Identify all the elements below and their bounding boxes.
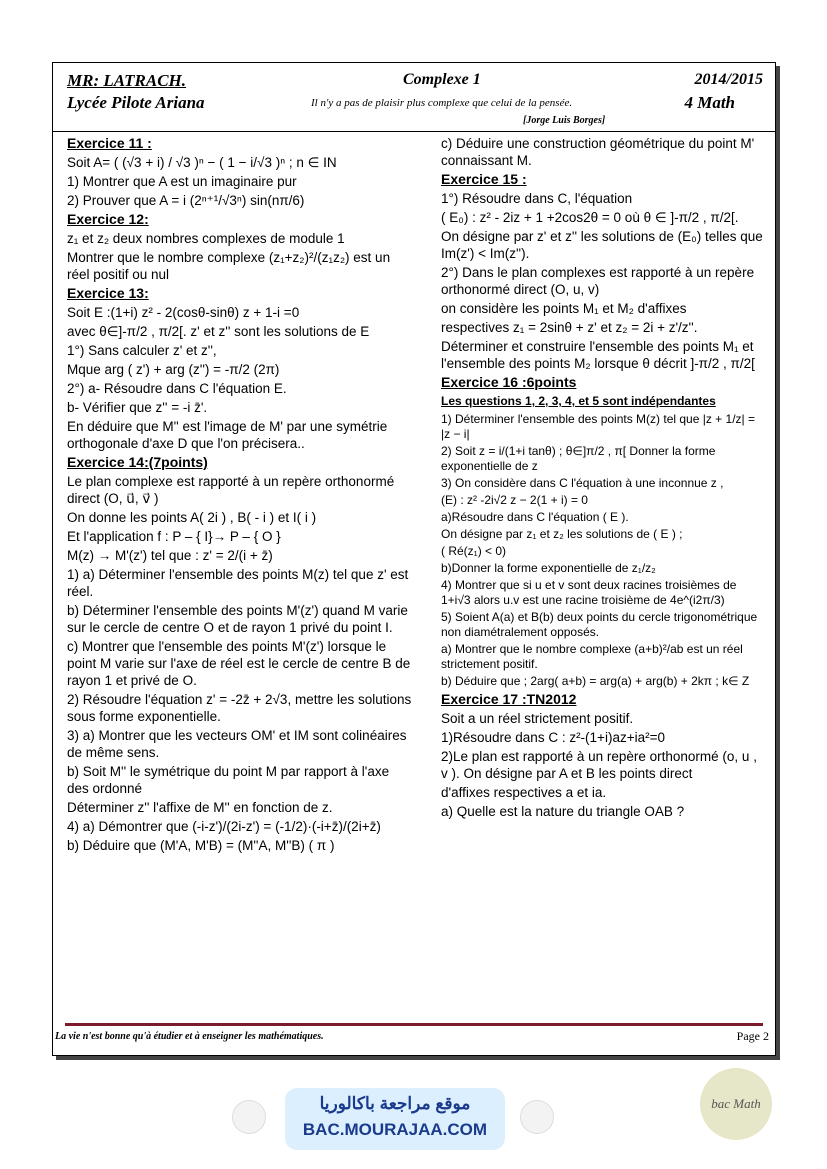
- footer-divider: [65, 1023, 763, 1026]
- header: [53, 63, 775, 129]
- exercise-heading: Exercice 11 :: [67, 135, 152, 151]
- exercise-line: 4) a) Démontrer que (-i-z')/(2i-z') = (-1/2)·(-i+z̄)/(2i+z̄): [67, 819, 381, 834]
- site-banner[interactable]: [285, 1088, 505, 1150]
- exercise-line: avec θ∈]-π/2 , π/2[. z' et z'' sont les solutions de E: [67, 324, 370, 339]
- bac-math-badge: bac Math: [700, 1068, 772, 1140]
- exercise-heading: Exercice 13:: [67, 285, 149, 301]
- exercise-line: 2°) Dans le plan complexes est rapporté à un repère orthonormé direct (O, u, v): [441, 265, 755, 297]
- exercise-heading: Exercice 14:(7points): [67, 454, 208, 470]
- exercise-line: 5) Soient A(a) et B(b) deux points du cercle trigonométrique non diamétralement opposés.: [441, 610, 758, 639]
- exercise-heading: Exercice 16 :6points: [441, 374, 577, 390]
- exercise-line: 2) Soit z = i/(1+i tanθ) ; θ∈]π/2 , π[ Donner la forme exponentielle de z: [441, 444, 716, 473]
- exercise-line: b) Soit M'' le symétrique du point M par rapport à l'axe des ordonné: [67, 764, 390, 796]
- exercise-line: Déterminer et construire l'ensemble des points M₁ et l'ensemble des points M₂ lorsque θ décrit ]-π/2 , π/2[: [441, 339, 755, 371]
- page-number: Page 2: [736, 1029, 769, 1043]
- footer-motto: La vie n'est bonne qu'à étudier et à enseigner les mathématiques.: [55, 1031, 324, 1042]
- exercise-heading: Exercice 17 :TN2012: [441, 691, 577, 707]
- header-divider: [53, 131, 775, 132]
- exercise-line: respectives z₁ = 2sinθ + z' et z₂ = 2i + z'/z''.: [441, 320, 698, 335]
- doc-title: Complexe 1: [403, 71, 481, 88]
- exercise-line: d'affixes respectives a et ia.: [441, 785, 607, 800]
- exercise-line: on considère les points M₁ et M₂ d'affixes: [441, 301, 687, 316]
- exercise-line: 2) Résoudre l'équation z' = -2z̄ + 2√3, mettre les solutions sous forme exponentielle.: [67, 692, 412, 724]
- exercise-line: ( E₀) : z² - 2iz + 1 +2cos2θ = 0 où θ ∈ ]-π/2 , π/2[.: [441, 210, 739, 225]
- author: MR: LATRACH.: [67, 71, 187, 90]
- left-column: [67, 135, 413, 856]
- exercise-line: 2°) a- Résoudre dans C l'équation E.: [67, 381, 287, 396]
- quote: Il n'y a pas de plaisir plus complexe que celui de la pensée.: [311, 97, 573, 109]
- exercise-line: 3) a) Montrer que les vecteurs OM' et IM sont colinéaires de même sens.: [67, 728, 407, 760]
- exercise-line: (E) : z² -2i√2 z − 2(1 + i) = 0: [441, 493, 588, 507]
- exercise-line: b- Vérifier que z'' = -i z̄'.: [67, 400, 208, 415]
- exercise-line: 1) a) Déterminer l'ensemble des points M(z) tel que z' est réel.: [67, 567, 409, 599]
- book-logo-icon: [232, 1100, 266, 1134]
- exercise-line: z₁ et z₂ deux nombres complexes de module 1: [67, 231, 345, 246]
- school: Lycée Pilote Ariana: [67, 93, 205, 112]
- exercise-line: b) Déterminer l'ensemble des points M'(z') quand M varie sur le cercle de centre O et de rayon 1 privé du point I.: [67, 603, 408, 635]
- exercise-line: On donne les points A( 2i ) , B( - i ) et I( i ): [67, 510, 317, 525]
- exercise-line: Soit E :(1+i) z² - 2(cosθ-sinθ) z + 1-i =0: [67, 305, 300, 320]
- exercise-line: On désigne par z₁ et z₂ les solutions de ( E ) ;: [441, 527, 683, 541]
- exercise-line: 1)Résoudre dans C : z²-(1+i)az+ia²=0: [441, 730, 665, 745]
- quote-author: [Jorge Luis Borges]: [523, 115, 606, 126]
- exercise-line: 1°) Résoudre dans C, l'équation: [441, 191, 633, 206]
- page-frame: [52, 62, 776, 1056]
- exercise-line: Le plan complexe est rapporté à un repère orthonormé direct (O, u⃗, v⃗ ): [67, 474, 395, 506]
- exercise-line: 1) Montrer que A est un imaginaire pur: [67, 174, 297, 189]
- exercise-line: M(z) → M'(z') tel que : z' = 2/(i + z̄): [67, 548, 273, 563]
- class-level: 4 Math: [684, 93, 735, 112]
- exercise-line: 2) Prouver que A = i (2ⁿ⁺¹/√3ⁿ) sin(nπ/6): [67, 193, 305, 208]
- exercise-line: b) Déduire que (M'A, M'B) = (M''A, M''B) ( π ): [67, 838, 335, 853]
- banner-arabic: موقع مراجعة باكالوريا: [319, 1094, 471, 1113]
- right-column: [441, 135, 765, 822]
- exercise-line: a) Montrer que le nombre complexe (a+b)²/ab est un réel strictement positif.: [441, 642, 743, 671]
- exercise-line: 2)Le plan est rapporté à un repère orthonormé (o, u , v ). On désigne par A et B les points direct: [441, 749, 757, 781]
- exercise-line: c) Déduire une construction géométrique du point M' connaissant M.: [441, 136, 755, 168]
- book-logo-icon: [520, 1100, 554, 1134]
- exercise-line: 1) Déterminer l'ensemble des points M(z) tel que |z + 1/z| = |z − i|: [441, 412, 755, 441]
- banner-site: BAC.MOURAJAA.COM: [302, 1120, 488, 1139]
- exercise-heading: Exercice 15 :: [441, 171, 527, 187]
- exercise-line: Soit a un réel strictement positif.: [441, 711, 634, 726]
- exercise-line: ( Ré(z₁) < 0): [441, 544, 507, 558]
- exercise-line: 1°) Sans calculer z' et z'',: [67, 343, 217, 358]
- exercise-heading: Exercice 12:: [67, 211, 149, 227]
- exercise-line: b) Déduire que ; 2arg( a+b) = arg(a) + arg(b) + 2kπ ; k∈ Z: [441, 674, 750, 688]
- exercise-line: En déduire que M'' est l'image de M' par une symétrie orthogonale d'axe D que l'on précisera..: [67, 419, 388, 451]
- exercise-heading: Les questions 1, 2, 3, 4, et 5 sont indépendantes: [441, 394, 716, 408]
- exercise-line: Soit A= ( (√3 + i) / √3 )ⁿ − ( 1 − i/√3 )ⁿ ; n ∈ IN: [67, 155, 337, 170]
- exercise-line: a)Résoudre dans C l'équation ( E ).: [441, 510, 629, 524]
- exercise-line: 3) On considère dans C l'équation à une inconnue z ,: [441, 476, 724, 490]
- exercise-line: 4) Montrer que si u et v sont deux racines troisièmes de 1+i√3 alors u.v est une racine troisième de 4e^(i2π/3): [441, 578, 737, 607]
- exercise-line: Déterminer z'' l'affixe de M'' en fonction de z.: [67, 800, 333, 815]
- exercise-line: Mque arg ( z') + arg (z'') = -π/2 (2π): [67, 362, 280, 377]
- exercise-line: c) Montrer que l'ensemble des points M'(z') lorsque le point M varie sur l'axe de réel est le cercle de centre B de rayon 1 et privé de O.: [67, 639, 411, 688]
- exercise-line: On désigne par z' et z'' les solutions de (E₀) telles que Im(z') < Im(z'').: [441, 229, 763, 261]
- exercise-line: Montrer que le nombre complexe (z₁+z₂)²/(z₁z₂) est un réel positif ou nul: [67, 250, 391, 282]
- school-year: 2014/2015: [694, 71, 763, 88]
- exercise-line: a) Quelle est la nature du triangle OAB ?: [441, 804, 685, 819]
- exercise-line: b)Donner la forme exponentielle de z₁/z₂: [441, 561, 656, 575]
- exercise-line: Et l'application f : P – { I}→ P – { O }: [67, 529, 281, 544]
